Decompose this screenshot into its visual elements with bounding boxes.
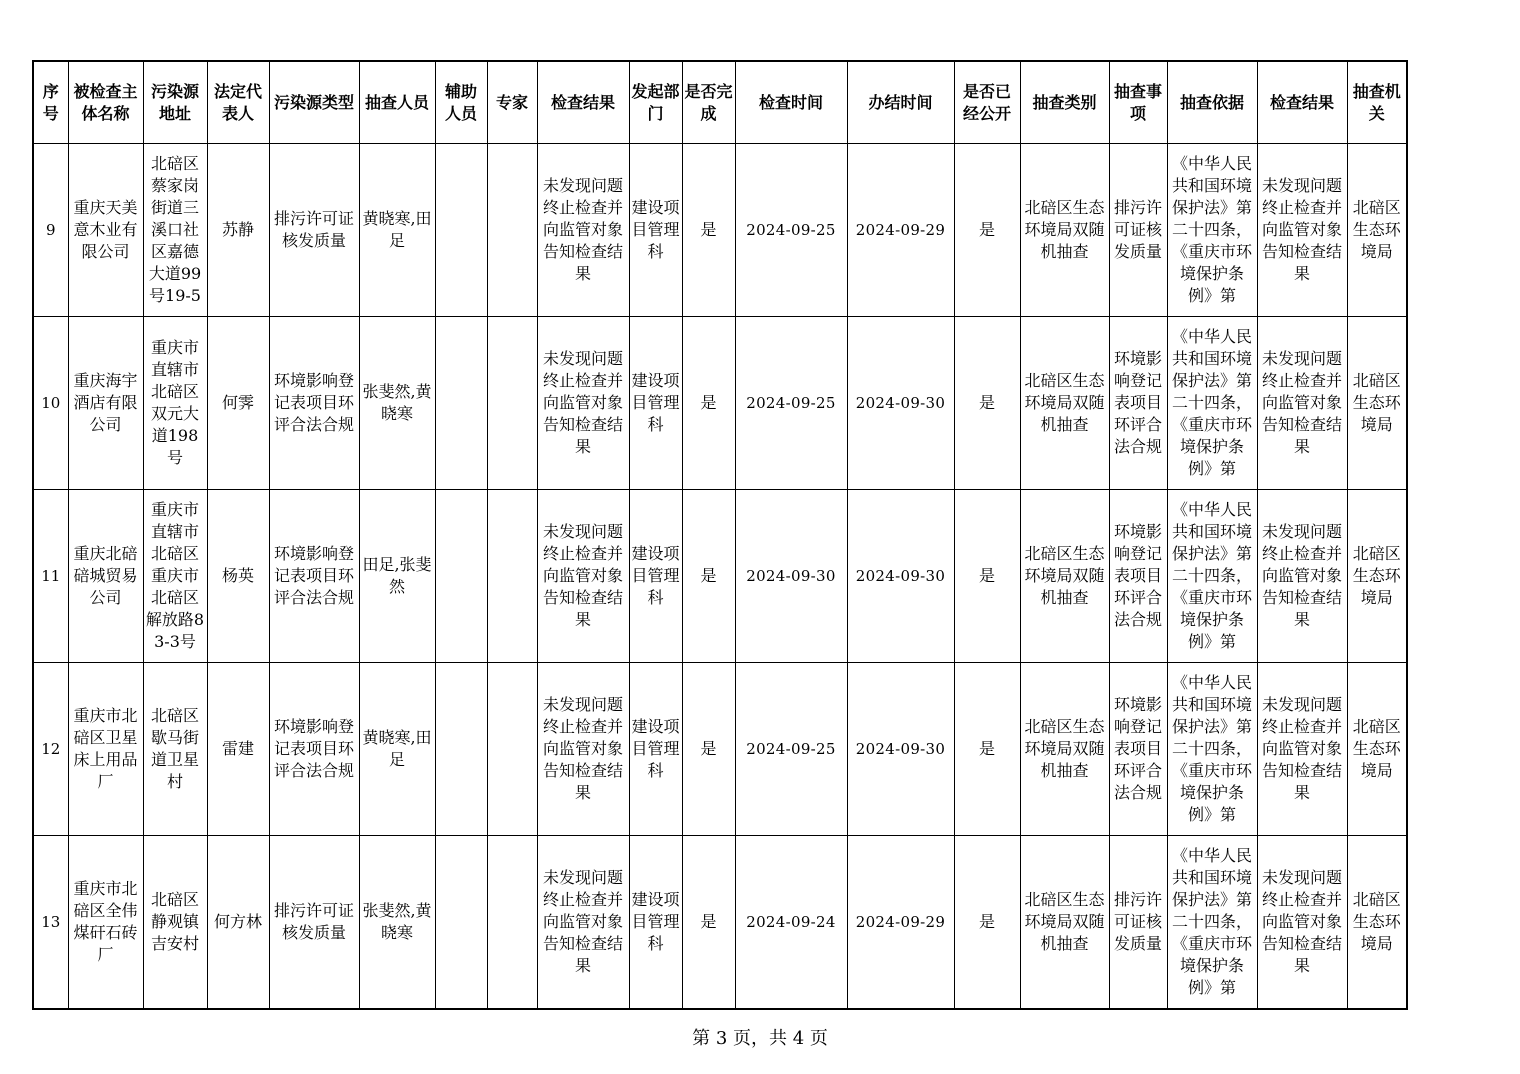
check-authority: 北碚区生态环境局: [1352, 717, 1401, 780]
check-time-cell: [735, 836, 847, 1010]
assistants-cell: [435, 144, 487, 317]
public-flag: 是: [978, 566, 995, 585]
check-result-cell: [537, 663, 629, 836]
check-item: 环境影响登记表项目环评合法合规: [1113, 349, 1162, 456]
close-time-cell: [847, 836, 954, 1010]
inspectors-cell: [359, 490, 435, 663]
subject-name: 重庆天美意木业有限公司: [73, 198, 138, 261]
pollution-address: 北碚区歇马街道卫星村: [150, 706, 199, 791]
check-time: 2024-09-25: [746, 394, 836, 412]
check-category: 北碚区生态环境局双随机抽查: [1024, 890, 1105, 953]
close-time-cell: [847, 663, 954, 836]
close-time-cell: [847, 317, 954, 490]
assistants-cell: [435, 490, 487, 663]
table-row: [33, 836, 1407, 1010]
pollution-address-cell: [143, 144, 207, 317]
check-basis-cell: [1167, 663, 1257, 836]
check-result-2: 未发现问题终止检查并向监管对象告知检查结果: [1261, 176, 1342, 283]
inspectors-cell: [359, 144, 435, 317]
row-number: 11: [41, 567, 61, 585]
check-authority: 北碚区生态环境局: [1352, 198, 1401, 261]
check-item-cell: [1109, 663, 1167, 836]
pollution-address-cell: [143, 317, 207, 490]
initiating-dept-cell: [629, 490, 682, 663]
check-time: 2024-09-25: [746, 221, 836, 239]
completed-flag-cell: [682, 836, 735, 1010]
check-authority-cell: [1347, 317, 1407, 490]
public-flag: 是: [978, 220, 995, 239]
subject-name: 重庆海宇酒店有限公司: [73, 371, 138, 434]
check-result-2-cell: [1257, 663, 1347, 836]
source-type: 排污许可证核发质量: [273, 209, 354, 250]
check-authority-cell: [1347, 490, 1407, 663]
check-result-2-cell: [1257, 144, 1347, 317]
row-number: 9: [45, 221, 56, 239]
initiating-dept: 建设项目管理科: [631, 717, 680, 780]
close-time-cell: [847, 490, 954, 663]
check-authority: 北碚区生态环境局: [1352, 371, 1401, 434]
column-header: 污染源地址: [143, 61, 207, 144]
source-type: 环境影响登记表项目环评合法合规: [273, 717, 354, 780]
source-type: 环境影响登记表项目环评合法合规: [273, 371, 354, 434]
close-time-cell: [847, 144, 954, 317]
experts-cell: [487, 490, 537, 663]
initiating-dept-cell: [629, 836, 682, 1010]
check-result-2-cell: [1257, 317, 1347, 490]
check-item-cell: [1109, 490, 1167, 663]
column-header: 检查结果: [537, 61, 629, 144]
check-category-cell: [1020, 317, 1109, 490]
legal-representative-cell: [207, 663, 269, 836]
completed-flag: 是: [700, 912, 717, 931]
check-basis-cell: [1167, 144, 1257, 317]
check-time-cell: [735, 490, 847, 663]
subject-name-cell: [68, 144, 143, 317]
initiating-dept: 建设项目管理科: [631, 890, 680, 953]
public-flag-cell: [954, 490, 1020, 663]
initiating-dept-cell: [629, 663, 682, 836]
check-authority-cell: [1347, 836, 1407, 1010]
check-item-cell: [1109, 144, 1167, 317]
assistants-cell: [435, 836, 487, 1010]
subject-name-cell: [68, 836, 143, 1010]
row-number: 13: [41, 913, 61, 931]
check-time: 2024-09-30: [746, 567, 836, 585]
check-result-cell: [537, 490, 629, 663]
column-header: 发起部门: [629, 61, 682, 144]
check-basis: 《中华人民共和国环境保护法》第二十四条，《重庆市环境保护条例》第: [1171, 327, 1252, 478]
row-number-cell: [33, 836, 68, 1010]
completed-flag: 是: [700, 566, 717, 585]
check-time: 2024-09-25: [746, 740, 836, 758]
source-type-cell: [269, 144, 359, 317]
column-header: 法定代表人: [207, 61, 269, 144]
check-basis-cell: [1167, 317, 1257, 490]
inspectors-cell: [359, 317, 435, 490]
column-header: 是否已经公开: [954, 61, 1020, 144]
check-category: 北碚区生态环境局双随机抽查: [1024, 544, 1105, 607]
check-item-cell: [1109, 317, 1167, 490]
pollution-address-cell: [143, 663, 207, 836]
check-time-cell: [735, 317, 847, 490]
inspectors-cell: [359, 836, 435, 1010]
row-number-cell: [33, 317, 68, 490]
check-item: 排污许可证核发质量: [1113, 198, 1162, 261]
check-result-cell: [537, 836, 629, 1010]
check-time-cell: [735, 144, 847, 317]
check-result: 未发现问题终止检查并向监管对象告知检查结果: [542, 522, 623, 629]
subject-name-cell: [68, 663, 143, 836]
check-category-cell: [1020, 490, 1109, 663]
public-flag-cell: [954, 144, 1020, 317]
table-body: [33, 144, 1407, 1010]
legal-representative: 雷建: [221, 739, 254, 758]
legal-representative-cell: [207, 490, 269, 663]
check-result-cell: [537, 317, 629, 490]
subject-name: 重庆市北碚区全伟煤矸石砖厂: [73, 879, 138, 964]
inspectors: 黄晓寒,田足: [362, 728, 432, 769]
check-basis: 《中华人民共和国环境保护法》第二十四条，《重庆市环境保护条例》第: [1171, 500, 1252, 651]
inspectors: 张斐然,黄晓寒: [362, 901, 432, 942]
check-result: 未发现问题终止检查并向监管对象告知检查结果: [542, 176, 623, 283]
column-header: 是否完成: [682, 61, 735, 144]
check-time-cell: [735, 663, 847, 836]
pollution-address: 重庆市直辖市北碚区双元大道198号: [150, 338, 199, 467]
legal-representative: 杨英: [221, 566, 254, 585]
subject-name: 重庆市北碚区卫星床上用品厂: [73, 706, 138, 791]
close-time: 2024-09-29: [855, 913, 946, 931]
experts-cell: [487, 836, 537, 1010]
inspectors-cell: [359, 663, 435, 836]
close-time: 2024-09-29: [855, 221, 946, 239]
row-number-cell: [33, 663, 68, 836]
check-result: 未发现问题终止检查并向监管对象告知检查结果: [542, 349, 623, 456]
check-result-2: 未发现问题终止检查并向监管对象告知检查结果: [1261, 695, 1342, 802]
check-result: 未发现问题终止检查并向监管对象告知检查结果: [542, 868, 623, 975]
column-header: 序号: [33, 61, 68, 144]
column-header: 检查时间: [735, 61, 847, 144]
initiating-dept-cell: [629, 317, 682, 490]
column-header: 抽查机关: [1347, 61, 1407, 144]
row-number: 12: [41, 740, 61, 758]
initiating-dept: 建设项目管理科: [631, 198, 680, 261]
check-category: 北碚区生态环境局双随机抽查: [1024, 371, 1105, 434]
check-item: 排污许可证核发质量: [1113, 890, 1162, 953]
check-result-2: 未发现问题终止检查并向监管对象告知检查结果: [1261, 522, 1342, 629]
check-basis: 《中华人民共和国环境保护法》第二十四条，《重庆市环境保护条例》第: [1171, 673, 1252, 824]
public-flag: 是: [978, 739, 995, 758]
column-header: 辅助人员: [435, 61, 487, 144]
column-header: 抽查依据: [1167, 61, 1257, 144]
check-basis: 《中华人民共和国环境保护法》第二十四条，《重庆市环境保护条例》第: [1171, 154, 1252, 305]
source-type-cell: [269, 490, 359, 663]
inspectors: 张斐然,黄晓寒: [362, 382, 432, 423]
check-category-cell: [1020, 663, 1109, 836]
table-row: [33, 663, 1407, 836]
check-category: 北碚区生态环境局双随机抽查: [1024, 717, 1105, 780]
source-type: 环境影响登记表项目环评合法合规: [273, 544, 354, 607]
check-item: 环境影响登记表项目环评合法合规: [1113, 695, 1162, 802]
pollution-address-cell: [143, 836, 207, 1010]
check-item: 环境影响登记表项目环评合法合规: [1113, 522, 1162, 629]
assistants-cell: [435, 317, 487, 490]
page-footer: 第 3 页，共 4 页: [692, 1028, 828, 1049]
legal-representative: 何方林: [213, 912, 262, 931]
check-authority: 北碚区生态环境局: [1352, 890, 1401, 953]
header-row: [33, 61, 1407, 144]
experts-cell: [487, 317, 537, 490]
public-flag-cell: [954, 663, 1020, 836]
pollution-address-cell: [143, 490, 207, 663]
inspectors: 黄晓寒,田足: [362, 209, 432, 250]
check-category-cell: [1020, 144, 1109, 317]
check-basis-cell: [1167, 490, 1257, 663]
close-time: 2024-09-30: [855, 567, 946, 585]
completed-flag-cell: [682, 663, 735, 836]
check-item-cell: [1109, 836, 1167, 1010]
completed-flag-cell: [682, 144, 735, 317]
pollution-address: 北碚区静观镇吉安村: [150, 890, 199, 953]
check-result-cell: [537, 144, 629, 317]
check-result-2: 未发现问题终止检查并向监管对象告知检查结果: [1261, 349, 1342, 456]
column-header: 污染源类型: [269, 61, 359, 144]
legal-representative-cell: [207, 317, 269, 490]
public-flag: 是: [978, 393, 995, 412]
check-result-2-cell: [1257, 490, 1347, 663]
row-number: 10: [41, 394, 61, 412]
column-header: 检查结果: [1257, 61, 1347, 144]
pollution-address: 重庆市直辖市北碚区重庆市北碚区解放路83-3号: [145, 500, 205, 651]
check-authority: 北碚区生态环境局: [1352, 544, 1401, 607]
legal-representative: 何霁: [221, 393, 254, 412]
legal-representative-cell: [207, 836, 269, 1010]
legal-representative: 苏静: [221, 220, 254, 239]
check-authority-cell: [1347, 663, 1407, 836]
check-basis: 《中华人民共和国环境保护法》第二十四条，《重庆市环境保护条例》第: [1171, 846, 1252, 997]
row-number-cell: [33, 490, 68, 663]
check-result-2-cell: [1257, 836, 1347, 1010]
column-header: 抽查类别: [1020, 61, 1109, 144]
row-number-cell: [33, 144, 68, 317]
completed-flag: 是: [700, 220, 717, 239]
pollution-address: 北碚区蔡家岗街道三溪口社区嘉德大道99号19-5: [148, 154, 202, 305]
column-header: 被检查主体名称: [68, 61, 143, 144]
table-row: [33, 317, 1407, 490]
column-header: 办结时间: [847, 61, 954, 144]
table-row: [33, 490, 1407, 663]
legal-representative-cell: [207, 144, 269, 317]
inspectors: 田足,张斐然: [362, 555, 432, 596]
initiating-dept: 建设项目管理科: [631, 371, 680, 434]
source-type-cell: [269, 663, 359, 836]
table-row: [33, 144, 1407, 317]
assistants-cell: [435, 663, 487, 836]
source-type-cell: [269, 836, 359, 1010]
public-flag: 是: [978, 912, 995, 931]
check-category: 北碚区生态环境局双随机抽查: [1024, 198, 1105, 261]
subject-name: 重庆北碚碚城贸易公司: [73, 544, 138, 607]
source-type-cell: [269, 317, 359, 490]
check-result: 未发现问题终止检查并向监管对象告知检查结果: [542, 695, 623, 802]
inspection-table: [32, 60, 1408, 1010]
completed-flag: 是: [700, 739, 717, 758]
completed-flag: 是: [700, 393, 717, 412]
subject-name-cell: [68, 490, 143, 663]
column-header: 抽查人员: [359, 61, 435, 144]
check-category-cell: [1020, 836, 1109, 1010]
initiating-dept: 建设项目管理科: [631, 544, 680, 607]
experts-cell: [487, 663, 537, 836]
public-flag-cell: [954, 317, 1020, 490]
check-time: 2024-09-24: [746, 913, 836, 931]
experts-cell: [487, 144, 537, 317]
completed-flag-cell: [682, 490, 735, 663]
subject-name-cell: [68, 317, 143, 490]
initiating-dept-cell: [629, 144, 682, 317]
check-authority-cell: [1347, 144, 1407, 317]
public-flag-cell: [954, 836, 1020, 1010]
column-header: 抽查事项: [1109, 61, 1167, 144]
completed-flag-cell: [682, 317, 735, 490]
close-time: 2024-09-30: [855, 740, 946, 758]
check-basis-cell: [1167, 836, 1257, 1010]
column-header: 专家: [487, 61, 537, 144]
check-result-2: 未发现问题终止检查并向监管对象告知检查结果: [1261, 868, 1342, 975]
close-time: 2024-09-30: [855, 394, 946, 412]
source-type: 排污许可证核发质量: [273, 901, 354, 942]
